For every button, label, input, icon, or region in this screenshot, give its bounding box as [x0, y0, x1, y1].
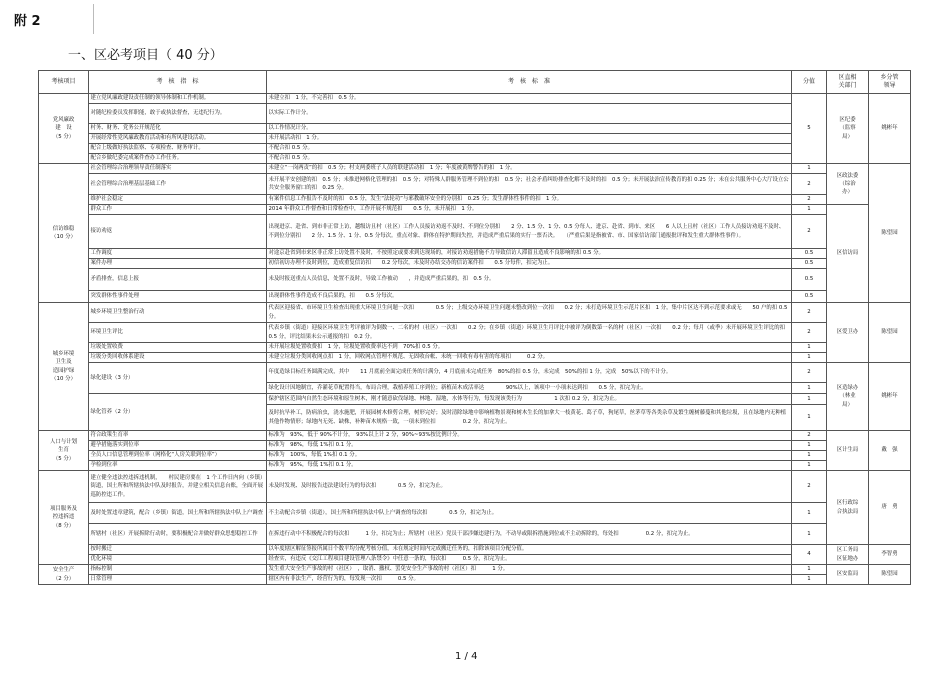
table-row — [39, 394, 911, 405]
standard-cell: 标准为 93%，低于 90%不计分， 93%以上计 2 分，90%~93%按比例计分。 — [267, 431, 792, 441]
indicator-cell: 城乡环境卫生整治行动 — [89, 303, 267, 323]
table-row — [39, 343, 911, 353]
standard-cell: 不配合扣 0.5 分。 — [267, 154, 792, 164]
score-cell: 1 — [792, 164, 827, 174]
indicator-cell: 垃圾处置收费 — [89, 343, 267, 353]
table-row — [39, 353, 911, 363]
indicator-cell: 指标控制 — [89, 565, 267, 575]
header-leader: 乡分管 领导 — [869, 71, 911, 94]
table-row — [39, 303, 911, 323]
standard-cell: 对途京赴省到市来区非正常上访处置不及时，不按照定或要求到达现场的，对接访劝返措施不力导致信访人滞留且造成不良影响的扣 0.5 分。 — [267, 249, 792, 259]
dept-cell: 区纪委 （监察 局） — [827, 94, 869, 164]
indicator-cell: 所辖村（社区）开展拆除行动时，要积极配合并做好群众思想稳控工作 — [89, 524, 267, 545]
standard-cell: 标准为 100%，每低 1%扣 0.1 分。 — [267, 451, 792, 461]
table-row — [39, 575, 911, 585]
standard-cell: 出现进京、赴省、到市非正常上访，越级访且村（社区）工作人员接访劝返不及时、不到位分别扣 2 分、1.5 分、1 分、0.5 分每人、进京、赴省、到市、来区 6 人以上且村（社区）工作人员接访劝返不及时、不到位分别扣 2 分、1.5 分、1 分、0.5 分每次。重点对象、群体在特护期间失控，并造成严重后果的实行一票否决。 （严重后果是指被省、市、国家信访部门通报批评和发生重大群体性事件）。 — [267, 215, 792, 249]
dept-cell: 区工务局 区征地办 — [827, 545, 869, 565]
table-header-row — [39, 71, 911, 94]
score-cell: 1 — [792, 451, 827, 461]
indicator-cell: 绿化建设（3 分） — [89, 363, 267, 394]
standard-cell: 以年度辖区解征签报所属日个数平均分配考核分值，未在规定时间内完成搬迁任务的，扣除该项目分配分值。 — [267, 545, 792, 555]
score-cell: 1 — [792, 353, 827, 363]
score-cell: 2 — [792, 174, 827, 195]
item-name: 安全生产 （2 分） — [39, 565, 89, 585]
indicator-cell: 符合政策生育率 — [89, 431, 267, 441]
header-item: 考核项目 — [39, 71, 89, 94]
score-cell: 1 — [792, 343, 827, 353]
table-row — [39, 461, 911, 471]
standard-cell: 未开展垃圾处置收费扣 1 分，垃圾处置收费率达不到 70%扣 0.5 分。 — [267, 343, 792, 353]
standard-cell: 以工作情况计分。 — [267, 124, 792, 134]
table-row — [39, 471, 911, 503]
assessment-table — [38, 70, 911, 585]
standard-cell: 标准为 98%，每低 1%扣 0.1 分。 — [267, 441, 792, 451]
table-row — [39, 555, 911, 565]
dept-cell: 区造绿办 （林业 局） — [827, 363, 869, 431]
item-name: 信访维稳 （10 分） — [39, 164, 89, 303]
standard-cell: 经查实，有违反《交江工程项目建设管理八条禁令》中任意一条的，每次扣 0.5 分，扣完为止。 — [267, 555, 792, 565]
leader-cell: 姚彬年 — [869, 363, 911, 431]
standard-cell: 未开展活动扣 1 分。 — [267, 134, 792, 144]
indicator-cell: 优化环境 — [89, 555, 267, 565]
dept-cell: 区信访局 — [827, 205, 869, 303]
table-row — [39, 259, 911, 269]
standard-cell: 辖区内有非法生产，经营行为的，每发现一次扣 0.5 分。 — [267, 575, 792, 585]
indicator-cell: 维护社会稳定 — [89, 195, 267, 205]
indicator-cell: 配合乡做纪委完成案件查办工作任务。 — [89, 154, 267, 164]
dept-cell: 区政法委 （综治 办） — [827, 164, 869, 205]
standard-cell: 有案件信息工作报告不及时的扣 0.5 分，发生“法轮功”与邪教破坏安全的分别扣 0.25 分；发生群体性事件的扣 1 分。 — [267, 195, 792, 205]
table-row — [39, 205, 911, 215]
leader-cell: 陈望园 — [869, 164, 911, 303]
table-row — [39, 174, 911, 195]
dept-cell: 区行政综 合执法局 — [827, 471, 869, 545]
divider — [93, 4, 94, 34]
standard-cell: 不主动配合乡镇（街道），国土所和所辖执法中队上户调查的每次扣 0.5 分，扣完为止。 — [267, 503, 792, 524]
standard-cell: 以实际工作计分。 — [267, 104, 792, 124]
table-row — [39, 94, 911, 104]
table-row — [39, 431, 911, 441]
standard-cell: 代表乡镇（街道）迎接区环境卫生考评被评为倒数一、二名的村（社区）一次扣 0.2 分；在乡镇（街道）环境卫生月评比中被评为倒数第一名的村（社区）一次扣 0.2 分；每月（或季）未开展环境卫生评比的扣 0.5 分，评比结果未公示通报的扣 0.2 分。 — [267, 323, 792, 343]
dept-cell: 区爱卫办 — [827, 303, 869, 363]
item-name: 城乡环境 卫生及 造园护绿 （10 分） — [39, 303, 89, 431]
indicator-cell: 建立党风廉政建设责任制的领导体制和工作机制。 — [89, 94, 267, 104]
page-indicator: 1 / 4 — [455, 651, 478, 662]
header-dept: 区直相 关部门 — [827, 71, 869, 94]
score-cell: 1 — [792, 441, 827, 451]
indicator-cell: 日常管理 — [89, 575, 267, 585]
table-row — [39, 565, 911, 575]
standard-cell: 未建立扣 1 分，不完善扣 0.5 分。 — [267, 94, 792, 104]
score-cell: 2 — [792, 431, 827, 441]
score-cell: 2 — [792, 363, 827, 383]
standard-cell: 不配合扣 0.5 分。 — [267, 144, 792, 154]
indicator-cell: 全员人口信息管理到位率（网格化“人房关联到位率”） — [89, 451, 267, 461]
standard-cell: 未开展平安创建的扣 0.5 分；未推进网格化管理的扣 0.5 分；对特殊人群服务管理不到位的扣 0.5 分；社会矛盾纠纷排查化解不及时的扣 0.5 分；未开展法治宣传教育的扣 0.25 分；未在公共服务中心大厅设立公共安全服务窗口的扣 0.25 分。 — [267, 174, 792, 195]
score-cell: 5 — [792, 94, 827, 164]
table-row — [39, 104, 911, 124]
item-name: 党风廉政 建 设 （5 分） — [39, 94, 89, 164]
score-cell: 0.5 — [792, 269, 827, 291]
table-row — [39, 503, 911, 524]
standard-cell: 未建立“一岗两责”的扣 0.5 分；村支两委班子人员的联建活动扣 1 分；年度被黄牌警告的扣 1 分。 — [267, 164, 792, 174]
table-row — [39, 524, 911, 545]
leader-cell: 戴 强 — [869, 431, 911, 471]
standard-cell: 未及时发现、及时报告违法建设行为的每次扣 0.5 分，扣完为止。 — [267, 471, 792, 503]
standard-cell: 代表区迎接省、市环境卫生检查出现重大环境卫生问题一次扣 0.5 分；上级交办环境卫生问题未整改到位一次扣 0.2 分；未打造环境卫生示范片区扣 1 分，集中片区达不到示范要求或无 50 户的扣 0.5 分。 — [267, 303, 792, 323]
dept-cell: 区安监局 — [827, 565, 869, 585]
score-cell: 1 — [792, 205, 827, 215]
standard-cell: 未建立垃圾分类回收网点扣 1 分，回收网点管理不规范、无固收台帐、未统一回收有毒有害的每项扣 0.2 分。 — [267, 353, 792, 363]
table-row — [39, 545, 911, 555]
score-cell: 4 — [792, 545, 827, 565]
table-row — [39, 269, 911, 291]
score-cell: 2 — [792, 323, 827, 343]
indicator-cell: 群众工作 — [89, 205, 267, 215]
standard-cell: 及时抗旱补工，防病治虫，浇水施肥，开展园树木修剪合理，树形完好；及时清除绿地中影响植物景观和树木生长的加拿大一枝黄花、葛子草，狗尾草，丝茅草等各类杂草及繁生缠树藤蔓和其他垃圾，且在绿地内无种植其他作物情形；绿地内无死、缺株，补种苗木规格一致，一项未到位扣 0.2 分，扣完为止。 — [267, 405, 792, 431]
header-score: 分值 — [792, 71, 827, 94]
score-cell: 1 — [792, 524, 827, 545]
indicator-cell: 绿化管养（2 分） — [89, 394, 267, 431]
item-name: 项目服务及 控违拆违 （8 分） — [39, 471, 89, 565]
indicator-cell: 矛盾排查，信息上报 — [89, 269, 267, 291]
score-cell: 0.5 — [792, 291, 827, 303]
indicator-cell: 按时搬迁 — [89, 545, 267, 555]
indicator-cell: 配合上级做好执法监察、专项检查、财务审计。 — [89, 144, 267, 154]
table-row — [39, 323, 911, 343]
indicator-cell: 突发群体性事件处理 — [89, 291, 267, 303]
indicator-cell: 环境卫生评比 — [89, 323, 267, 343]
table-row — [39, 363, 911, 383]
table-row — [39, 144, 911, 154]
item-name: 人口与计划 生育 （5 分） — [39, 431, 89, 471]
standard-cell: 标准为 95%，每低 1%扣 0.1 分。 — [267, 461, 792, 471]
score-cell: 0.5 — [792, 259, 827, 269]
standard-cell: 出现群体性事件造成不良后果的，扣 0.5 分每次。 — [267, 291, 792, 303]
score-cell: 0.5 — [792, 249, 827, 259]
score-cell: 2 — [792, 303, 827, 323]
attachment-label: 附 2 — [14, 14, 41, 29]
standard-cell: 发生重大安全生产事故的村（社区） ，取消、撤权、罢免安全生产事故的村（社区）扣 1 分。 — [267, 565, 792, 575]
dept-cell: 区计生局 — [827, 431, 869, 471]
score-cell: 1 — [792, 394, 827, 405]
leader-cell: 陈望园 — [869, 303, 911, 363]
section-title: 一、区必考项目（ 40 分） — [68, 48, 223, 63]
table-row — [39, 154, 911, 164]
standard-cell: 保护辖区范围内自然生态环境和原生树木，刚才随意砍伐绿地、林地、湿地，水体等行为，每发现该类行为 1 次扣 0.2 分，扣完为止。 — [267, 394, 792, 405]
score-cell: 2 — [792, 215, 827, 249]
indicator-cell: 案件办理 — [89, 259, 267, 269]
score-cell: 1 — [792, 503, 827, 524]
score-cell: 2 — [792, 471, 827, 503]
table-row — [39, 451, 911, 461]
indicator-cell: 工作调度 — [89, 249, 267, 259]
standard-cell: 未及时报送重点人员信息，处置不及时，导致工作被动 ，并造成严重后果的，扣 0.5 分。 — [267, 269, 792, 291]
table-row — [39, 195, 911, 205]
table-row — [39, 249, 911, 259]
leader-cell: 陈望园 — [869, 565, 911, 585]
table-row — [39, 164, 911, 174]
indicator-cell: 及时处置违章建筑，配合（乡镇）街道，国土所和所辖执法中队上户调查 — [89, 503, 267, 524]
table-row — [39, 134, 911, 144]
leader-cell: 李智勇 — [869, 545, 911, 565]
leader-cell: 唐 勇 — [869, 471, 911, 545]
indicator-cell: 垃圾分类回收体系建设 — [89, 353, 267, 363]
indicator-cell: 开展经常性党风廉政教育活动和有所风建设活动。 — [89, 134, 267, 144]
standard-cell: 年度造绿目标任务圆满完成，其中 11 月底前全面完成任务的计满分，4 月底前未完成任务 80%的扣 0.5 分，未完成 50%的扣 1 分，完成 50%以下的不计分。 — [267, 363, 792, 383]
standard-cell: 绿化设计因地制宜，乔灌花草配置得当，布局合理，栽植养殖工序到位；新植苗木成活率达 90%以上，该项中一小项未达到扣 0.5 分，扣完为止。 — [267, 383, 792, 394]
table-row — [39, 124, 911, 134]
indicator-cell: 接访劝返 — [89, 215, 267, 249]
indicator-cell: 孕检到位率 — [89, 461, 267, 471]
table-row — [39, 215, 911, 249]
header-indicator: 考 核 指 标 — [89, 71, 267, 94]
indicator-cell: 社会管理综合治理领导责任制落实 — [89, 164, 267, 174]
standard-cell: 在拆违行动中不积极配合的每次扣 1 分，扣完为止；所辖村（社区）党员干部涉嫌违建行为，不动导或限拆措施到位或不主动拆除的，每处扣 0.2 分，扣完为止。 — [267, 524, 792, 545]
table-row — [39, 291, 911, 303]
header-standard: 考 核 标 准 — [267, 71, 792, 94]
score-cell: 1 — [792, 575, 827, 585]
indicator-cell: 对随纪检委员发挥职能，敢于或执法督查，无违纪行为。 — [89, 104, 267, 124]
score-cell: 1 — [792, 405, 827, 431]
standard-cell: 初信初访办理不及时到位，造成重复信访扣 0.2 分每次，未及时办结交办的信访案件扣 0.5 分每件，扣完为止。 — [267, 259, 792, 269]
standard-cell: 2014 年群众工作督查和日常检查中，工作开展不规范扣 0.5 分，未开展扣 1 分。 — [267, 205, 792, 215]
indicator-cell: 避孕措施落实到位率 — [89, 441, 267, 451]
table-row — [39, 441, 911, 451]
score-cell: 1 — [792, 461, 827, 471]
indicator-cell: 村务、财务、党务公开规范化 — [89, 124, 267, 134]
score-cell: 1 — [792, 383, 827, 394]
indicator-cell: 建立健全违法控违拆违机制， 村民建房要在 1 个工作日内向（乡镇）街道，国土所和所辖执法中队及时报告，并建立相关信息台账，全面开展巡防控违工作。 — [89, 471, 267, 503]
score-cell: 2 — [792, 195, 827, 205]
indicator-cell: 社会管理综合治理基层基础工作 — [89, 174, 267, 195]
score-cell: 1 — [792, 565, 827, 575]
leader-cell: 姚彬年 — [869, 94, 911, 164]
